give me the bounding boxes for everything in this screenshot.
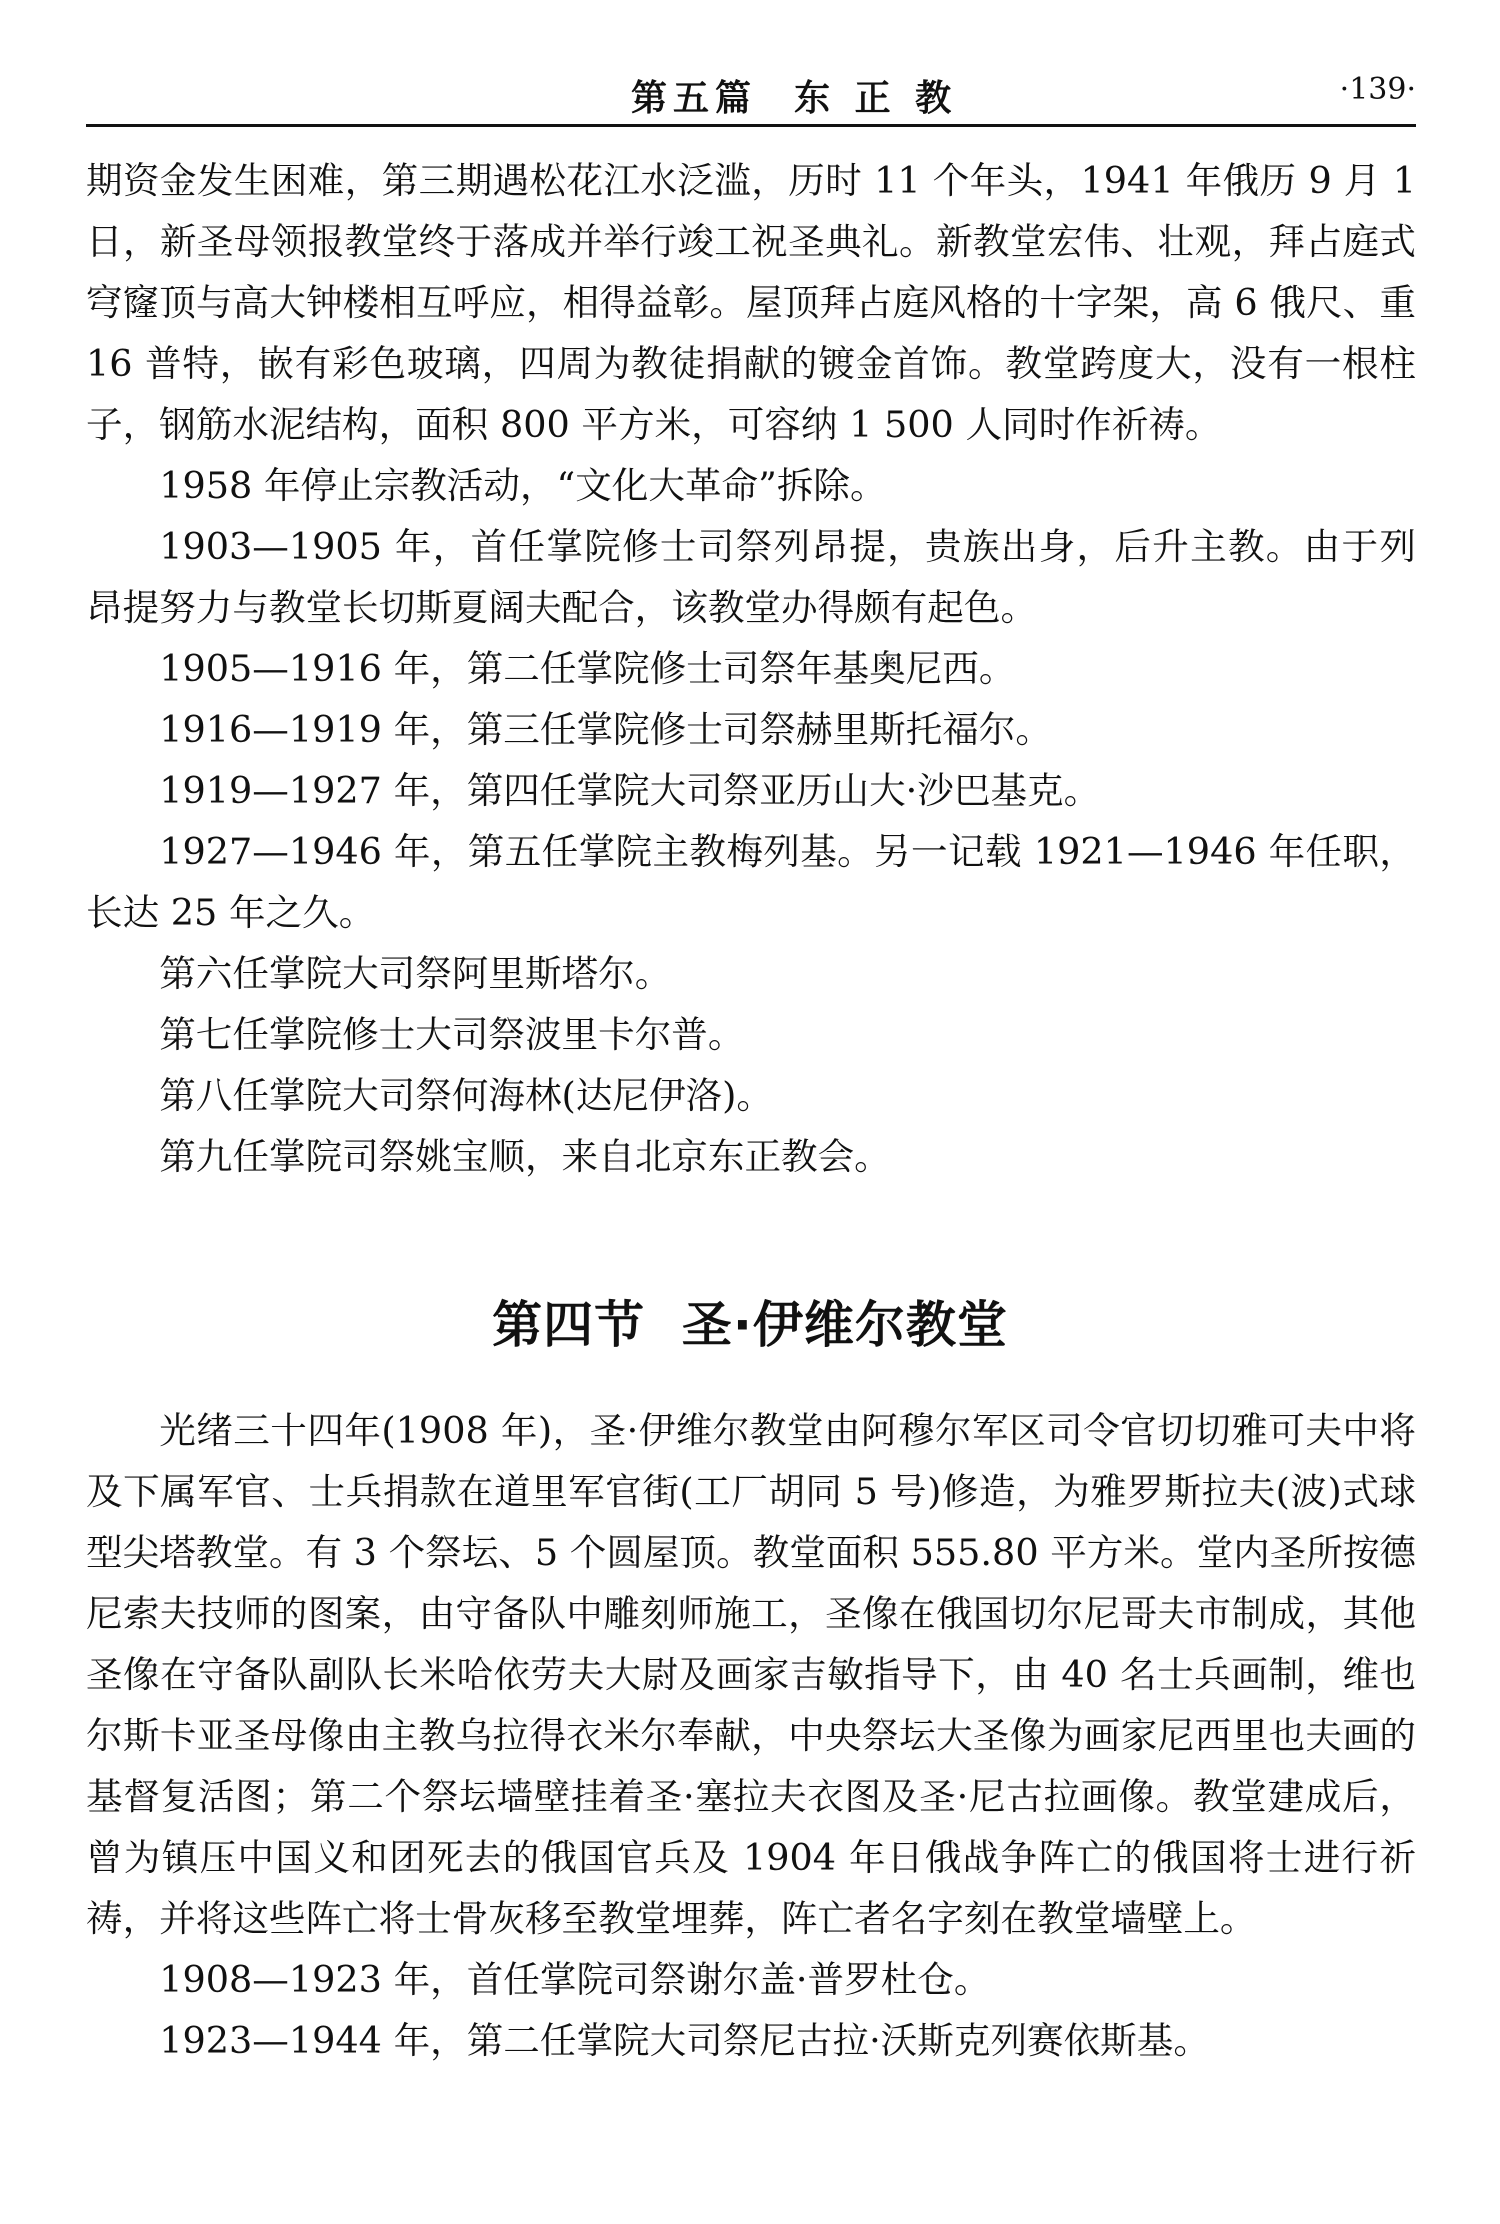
paragraph: 第八任掌院大司祭何海林(达尼伊洛)。 — [159, 1074, 773, 1117]
body-text-bottom — [86, 1400, 1416, 2071]
paragraph: 1903—1905 年，首任掌院修士司祭列昂提，贵族出身，后升主教。由于列昂提努力与教堂长切斯夏阔夫配合，该教堂办得颇有起色。 — [86, 525, 1416, 629]
paragraph: 第九任掌院司祭姚宝顺，来自北京东正教会。 — [159, 1135, 891, 1178]
paragraph: 1958 年停止宗教活动，“文化大革命”拆除。 — [159, 464, 887, 507]
paragraph: 第六任掌院大司祭阿里斯塔尔。 — [159, 952, 672, 995]
running-head — [86, 64, 1416, 124]
paragraph: 第七任掌院修士大司祭波里卡尔普。 — [159, 1013, 745, 1056]
paragraph: 期资金发生困难，第三期遇松花江水泛滥，历时 11 个年头，1941 年俄历 9 月 1 日，新圣母领报教堂终于落成并举行竣工祝圣典礼。新教堂宏伟、壮观，拜占庭式穹窿顶与高大钟楼相互呼应，相得益彰。屋顶拜占庭风格的十字架，高 6 俄尺、重 16 普特，嵌有彩色玻璃，四周为教徒捐献的镀金首饰。教堂跨度大，没有一根柱子，钢筋水泥结构，面积 800 平方米，可容纳 1 500 人同时作祈祷。 — [86, 159, 1416, 446]
paragraph: 1923—1944 年，第二任掌院大司祭尼古拉·沃斯克列赛依斯基。 — [159, 2019, 1210, 2062]
paragraph: 1916—1919 年，第三任掌院修士司祭赫里斯托福尔。 — [159, 708, 1052, 751]
paragraph: 1905—1916 年，第二任掌院修士司祭年基奥尼西。 — [159, 647, 1016, 690]
page-number: ·139· — [1339, 72, 1416, 107]
paragraph: 光绪三十四年(1908 年)，圣·伊维尔教堂由阿穆尔军区司令官切切雅可夫中将及下属军官、士兵捐款在道里军官街(工厂胡同 5 号)修造，为雅罗斯拉夫(波)式球型尖塔教堂。有 3 个祭坛、5 个圆屋顶。教堂面积 555.80 平方米。堂内圣所按德尼索夫技师的图案，由守备队中雕刻师施工，圣像在俄国切尔尼哥夫市制成，其他圣像在守备队副队长米哈依劳夫大尉及画家吉敏指导下，由 40 名士兵画制，维也尔斯卡亚圣母像由主教乌拉得衣米尔奉献，中央祭坛大圣像为画家尼西里也夫画的基督复活图；第二个祭坛墙壁挂着圣·塞拉夫衣图及圣·尼古拉画像。教堂建成后，曾为镇压中国义和团死去的俄国官兵及 1904 年日俄战争阵亡的俄国将士进行祈祷，并将这些阵亡将士骨灰移至教堂埋葬，阵亡者名字刻在教堂墙壁上。 — [86, 1409, 1417, 1940]
running-head-section: 第五篇 东 正 教 — [631, 78, 958, 119]
paragraph: 1927—1946 年，第五任掌院主教梅列基。另一记载 1921—1946 年任职，长达 25 年之久。 — [86, 830, 1416, 934]
body-text-top — [86, 150, 1416, 1187]
section-heading: 第四节 圣·伊维尔教堂 — [492, 1296, 1008, 1354]
paragraph: 1908—1923 年，首任掌院司祭谢尔盖·普罗杜仓。 — [159, 1958, 991, 2001]
paragraph: 1919—1927 年，第四任掌院大司祭亚历山大·沙巴基克。 — [159, 769, 1101, 812]
header-rule — [86, 124, 1416, 127]
